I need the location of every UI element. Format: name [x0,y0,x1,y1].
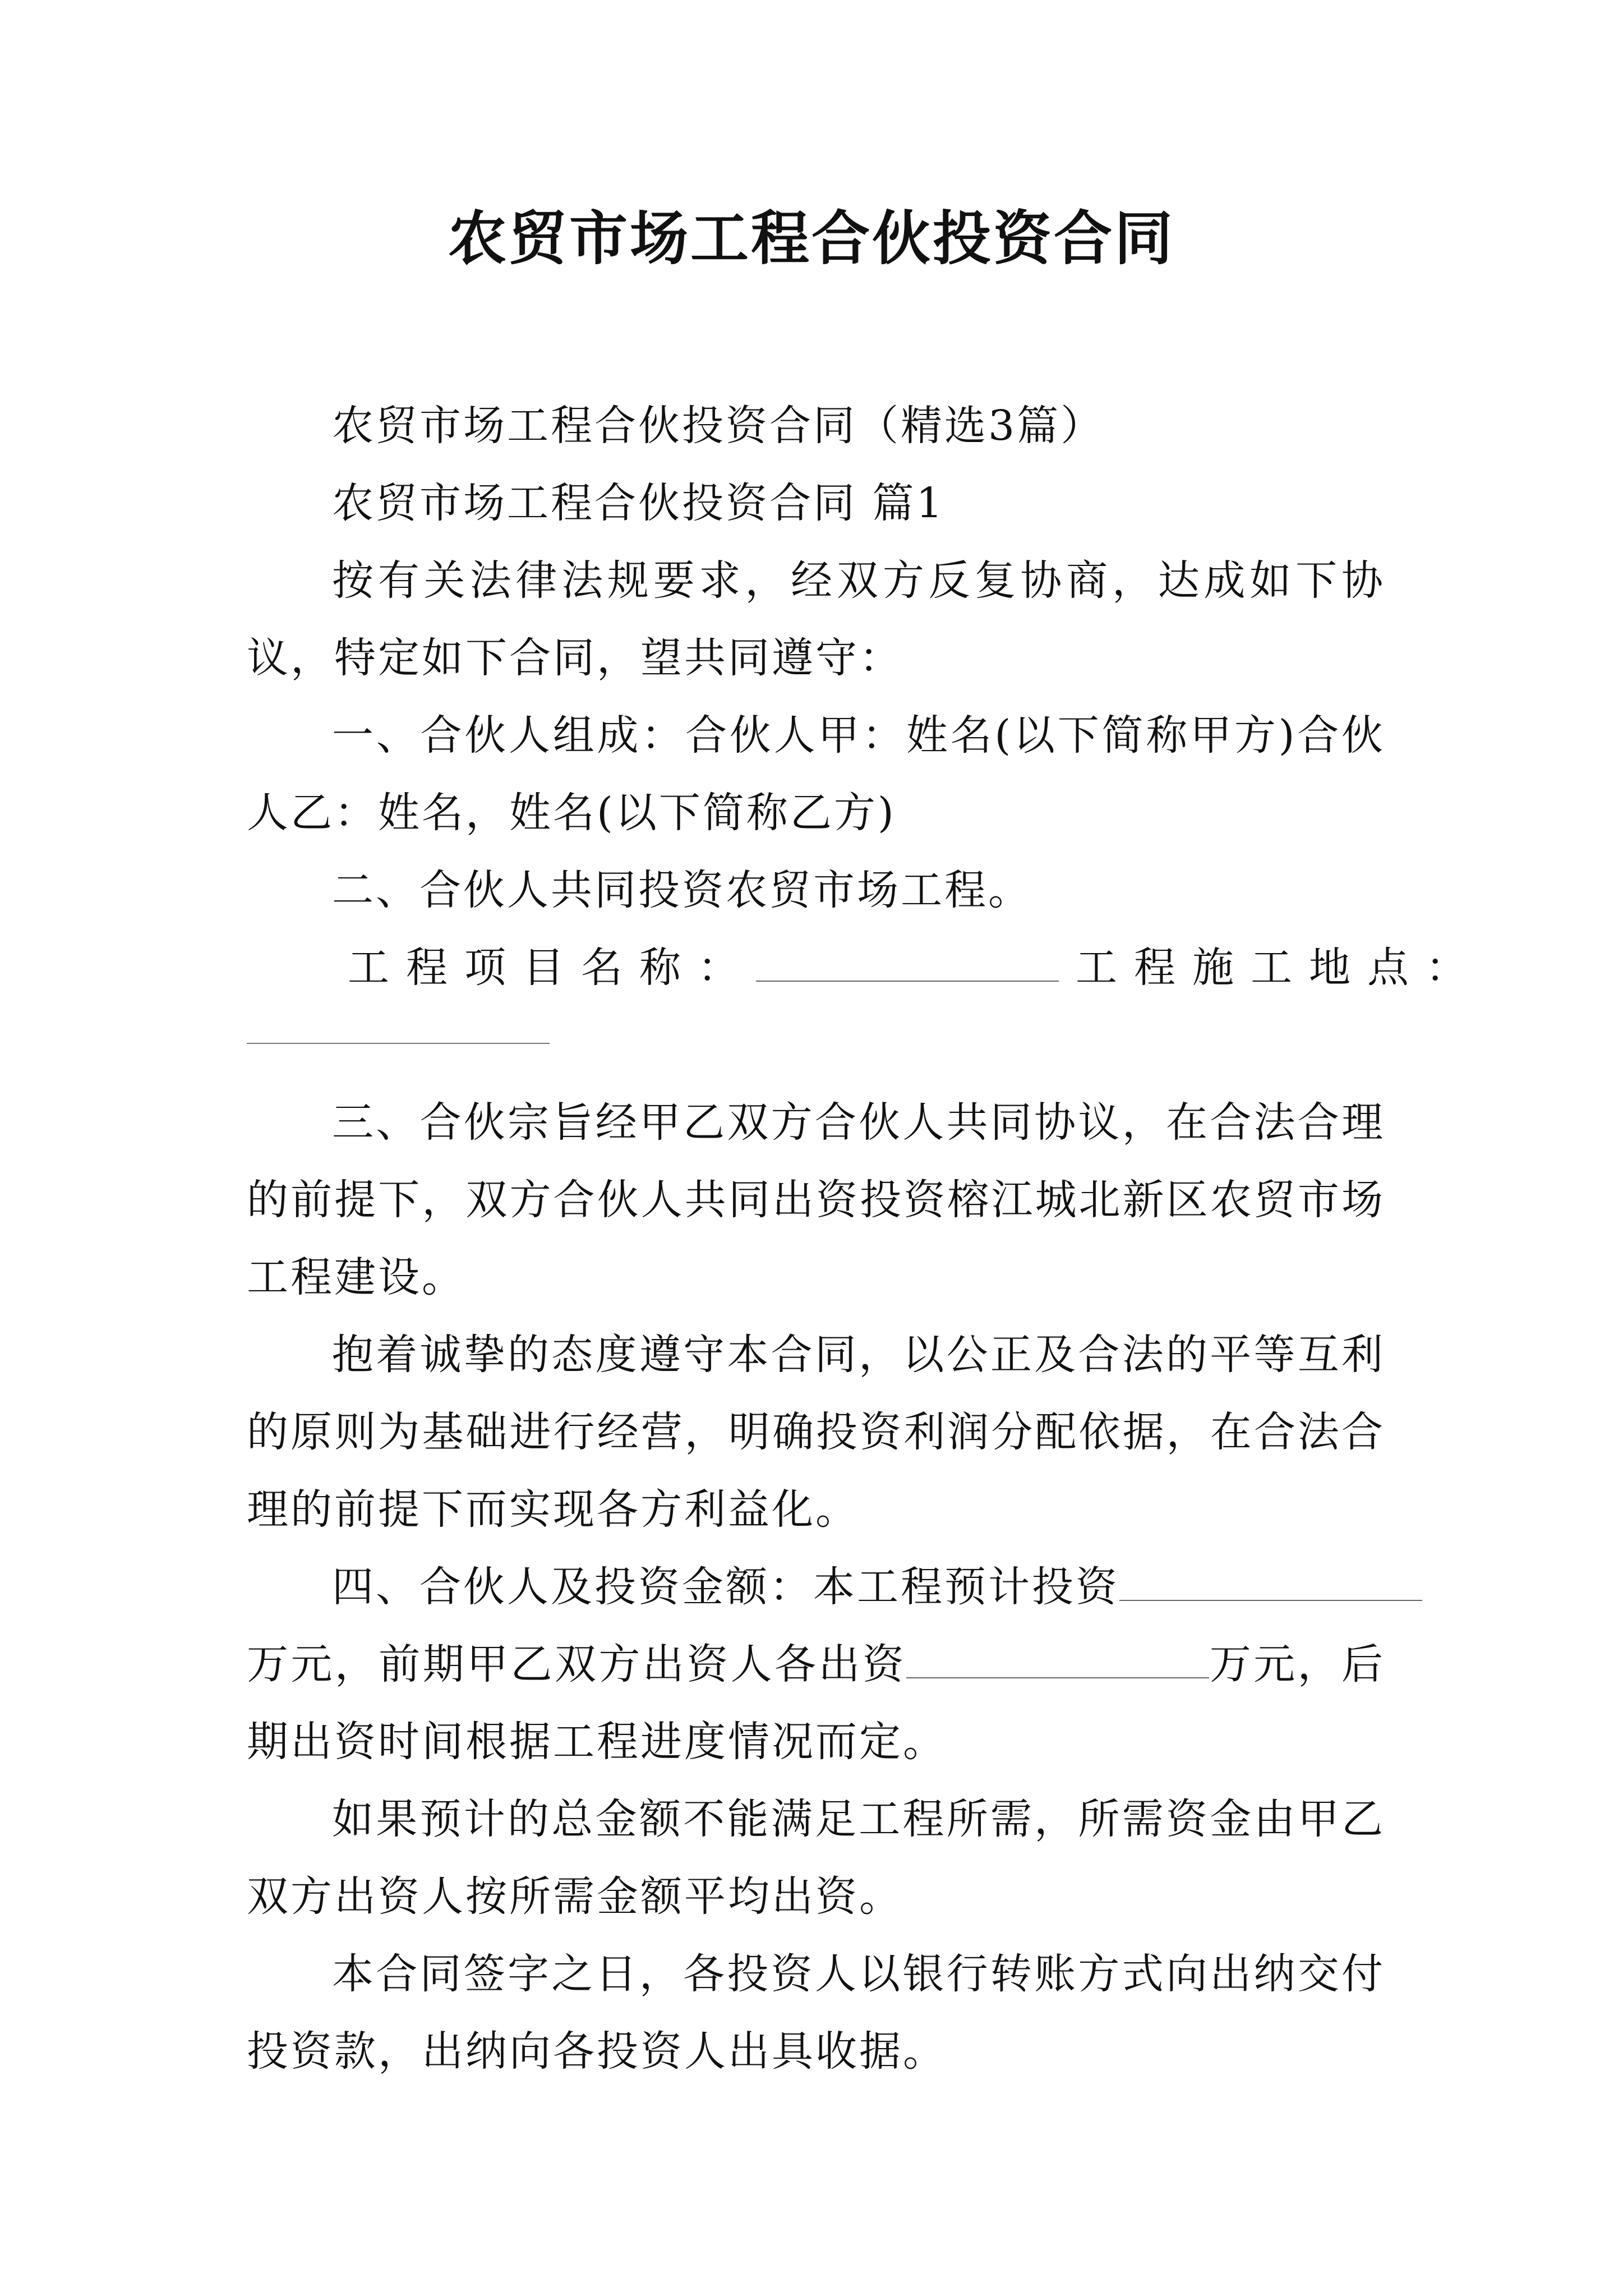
clause-4-paragraph [247,1548,1385,1780]
project-name-label: 工程项目名称： [348,944,756,992]
clause-4-extra-paragraph: 如果预计的总金额不能满足工程所需，所需资金由甲乙双方出资人按所需金额平均出资。 [247,1795,1385,1921]
project-site-label: 工程施工地点： [1076,944,1484,992]
subtitle: 农贸市场工程合伙投资合同（精选3篇） [332,402,1105,450]
clause-1-paragraph: 一、合伙人组成：合伙人甲：姓名(以下简称甲方)合伙人乙：姓名，姓名(以下简称乙方) [247,711,1385,837]
clause-4-payment-paragraph: 本合同签字之日，各投资人以银行转账方式向出纳交付投资款，出纳向各投资人出具收据。 [247,1950,1385,2076]
clause-2-paragraph: 二、合伙人共同投资农贸市场工程。 [332,866,1032,914]
total-investment-blank [1119,1599,1422,1601]
clause-4-text-a: 四、合伙人及投资金额：本工程预计投资 [332,1563,1119,1611]
clause-3-continued-paragraph: 抱着诚挚的态度遵守本合同，以公正及合法的平等互利的原则为基础进行经营，明确投资利润分配依据，在合法合理的前提下而实现各方利益化。 [247,1331,1385,1534]
part-heading: 农贸市场工程合伙投资合同 篇1 [332,479,945,527]
clause-4-text-c: 万元，后期出资时间根据工程进度情况而定。 [247,1640,1386,1766]
clause-4-text-b: 万元，前期甲乙双方出资人各出资 [247,1640,907,1688]
project-site-blank [247,1042,550,1044]
project-name-blank [756,980,1059,982]
clause-3-paragraph: 三、合伙宗旨经甲乙双方合伙人共同协议，在合法合理的前提下，双方合伙人共同出资投资榕江城北新区农贸市场工程建设。 [247,1098,1385,1301]
intro-paragraph: 按有关法律法规要求，经双方反复协商，达成如下协议，特定如下合同，望共同遵守： [247,556,1385,682]
each-investment-blank [906,1677,1209,1678]
document-title: 农贸市场工程合伙投资合同 [448,204,1175,273]
project-info-line [348,929,1484,1006]
